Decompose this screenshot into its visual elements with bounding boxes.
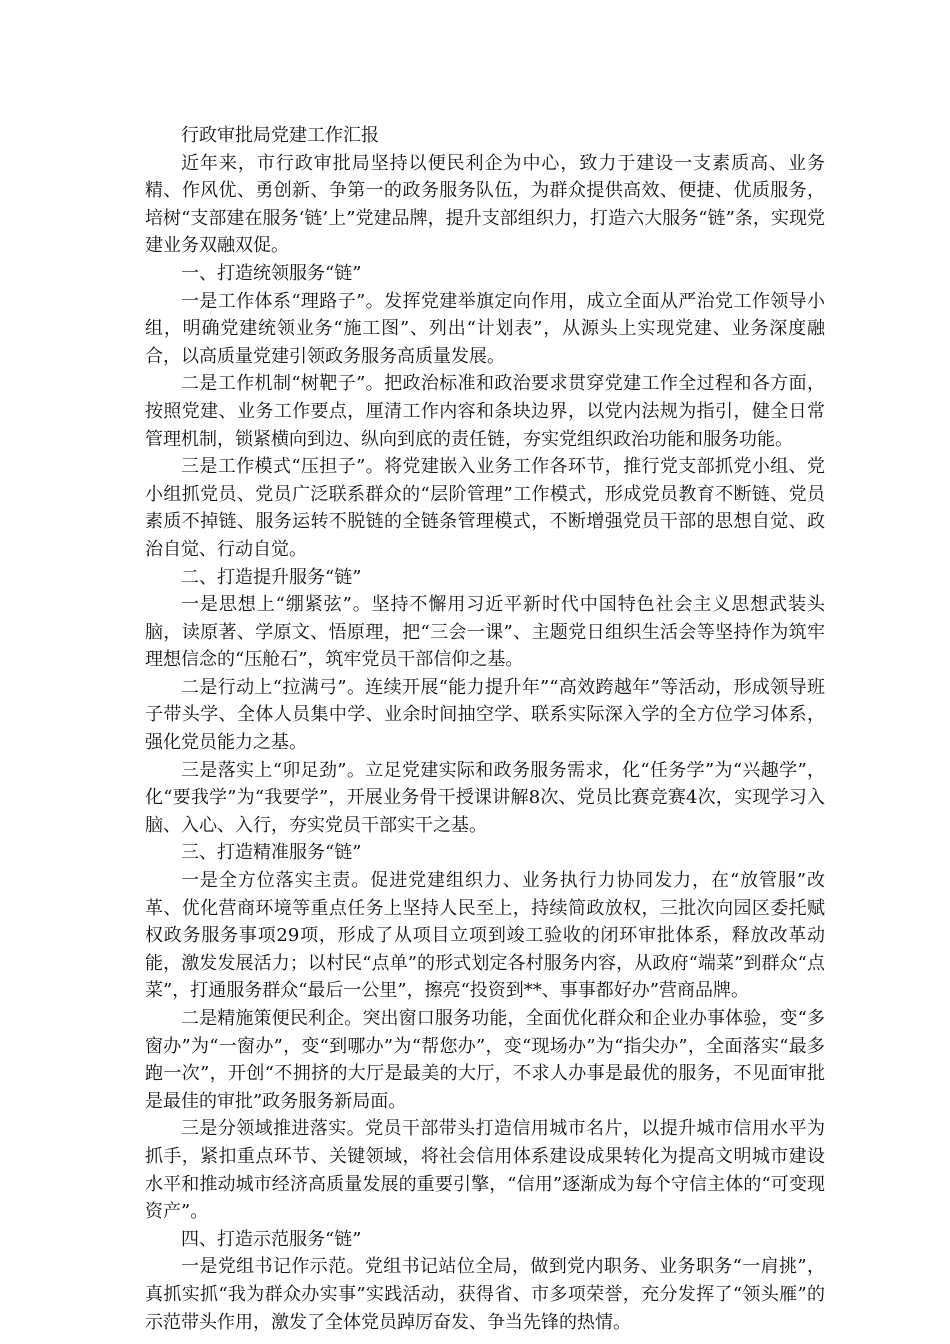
section-heading-3: 三、打造精准服务“链” bbox=[181, 842, 362, 864]
paragraph: 三是工作模式“压担子”。将党建嵌入业务工作各环节，推行党支部抓党小组、党小组抓党员、党员广泛联系群众的“层阶管理”工作模式，形成党员教育不断链、党员素质不掉链、服务运转不脱链的全链条管理模式，不断增强党员干部的思想自觉、政治自觉、行动自觉。 bbox=[145, 456, 825, 560]
section-heading-2: 二、打造提升服务“链” bbox=[181, 566, 362, 588]
section-heading-4: 四、打造示范服务“链” bbox=[181, 1228, 362, 1250]
paragraph: 一是党组书记作示范。党组书记站位全局，做到党内职务、业务职务“一肩挑”，真抓实抓“我为群众办实事”实践活动，获得省、市多项荣誉，充分发挥了“领头雁”的示范带头作用，激发了全体党员踔厉奋发、争当先锋的热情。 bbox=[145, 1256, 825, 1333]
paragraph: 一是思想上“绷紧弦”。坚持不懈用习近平新时代中国特色社会主义思想武装头脑，读原著、学原文、悟原理，把“三会一课”、主题党日组织生活会等坚持作为筑牢理想信念的“压舱石”，筑牢党员干部信仰之基。 bbox=[145, 594, 825, 671]
paragraph: 三是分领域推进落实。党员干部带头打造信用城市名片，以提升城市信用水平为抓手，紧扣重点环节、关键领域，将社会信用体系建设成果转化为提高文明城市建设水平和推动城市经济高质量发展的重要引擎，“信用”逐渐成为每个守信主体的“可变现资产”。 bbox=[145, 1118, 825, 1223]
section-heading-1: 一、打造统领服务“链” bbox=[181, 262, 362, 284]
paragraph: 一是工作体系“理路子”。发挥党建举旗定向作用，成立全面从严治党工作领导小组，明确党建统领业务“施工图”、列出“计划表”，从源头上实现党建、业务深度融合，以高质量党建引领政务服务高质量发展。 bbox=[145, 290, 825, 367]
paragraph-intro: 近年来，市行政审批局坚持以便民利企为中心，致力于建设一支素质高、业务精、作风优、勇创新、争第一的政务服务队伍，为群众提供高效、便捷、优质服务，培树“支部建在服务‘链’上”党建品牌，提升支部组织力，打造六大服务“链”条，实现党建业务双融双促。 bbox=[145, 152, 825, 257]
paragraph: 二是精施策便民利企。突出窗口服务功能，全面优化群众和企业办事体验，变“多窗办”为“一窗办”，变“到哪办”为“帮您办”，变“现场办”为“指尖办”，全面落实“最多跑一次”，开创“不拥挤的大厅是最美的大厅，不求人办事是最优的服务，不见面审批是最佳的审批”政务服务新局面。 bbox=[145, 1008, 825, 1112]
paragraph: 二是行动上“拉满弓”。连续开展“能力提升年”“高效跨越年”等活动，形成领导班子带头学、全体人员集中学、业余时间抽空学、联系实际深入学的全方位学习体系，强化党员能力之基。 bbox=[145, 676, 825, 754]
paragraph: 二是工作机制“树靶子”。把政治标准和政治要求贯穿党建工作全过程和各方面，按照党建、业务工作要点，厘清工作内容和条块边界，以党内法规为指引，健全日常管理机制，锁紧横向到边、纵向到底的责任链，夯实党组织政治功能和服务功能。 bbox=[145, 373, 825, 450]
paragraph: 一是全方位落实主责。促进党建组织力、业务执行力协同发力，在“放管服”改革、优化营商环境等重点任务上坚持人民至上，持续简政放权，三批次向园区委托赋权政务服务事项29项，形成了从项目立项到竣工验收的闭环审批体系，释放改革动能，激发发展活力；以村民“点单”的形式划定各村服务内容，从政府“端菜”到群众“点菜”，打通服务群众“最后一公里”，擦亮“投资到**、事事都好办”营商品牌。 bbox=[145, 870, 825, 1002]
paragraph: 三是落实上“卯足劲”。立足党建实际和政务服务需求，化“任务学”为“兴趣学”，化“要我学”为“我要学”，开展业务骨干授课讲解8次、党员比赛竞赛4次，实现学习入脑、入心、入行，夯实党员干部实干之基。 bbox=[145, 759, 825, 836]
document-title: 行政审批局党建工作汇报 bbox=[181, 125, 379, 146]
document-body bbox=[145, 122, 825, 1336]
